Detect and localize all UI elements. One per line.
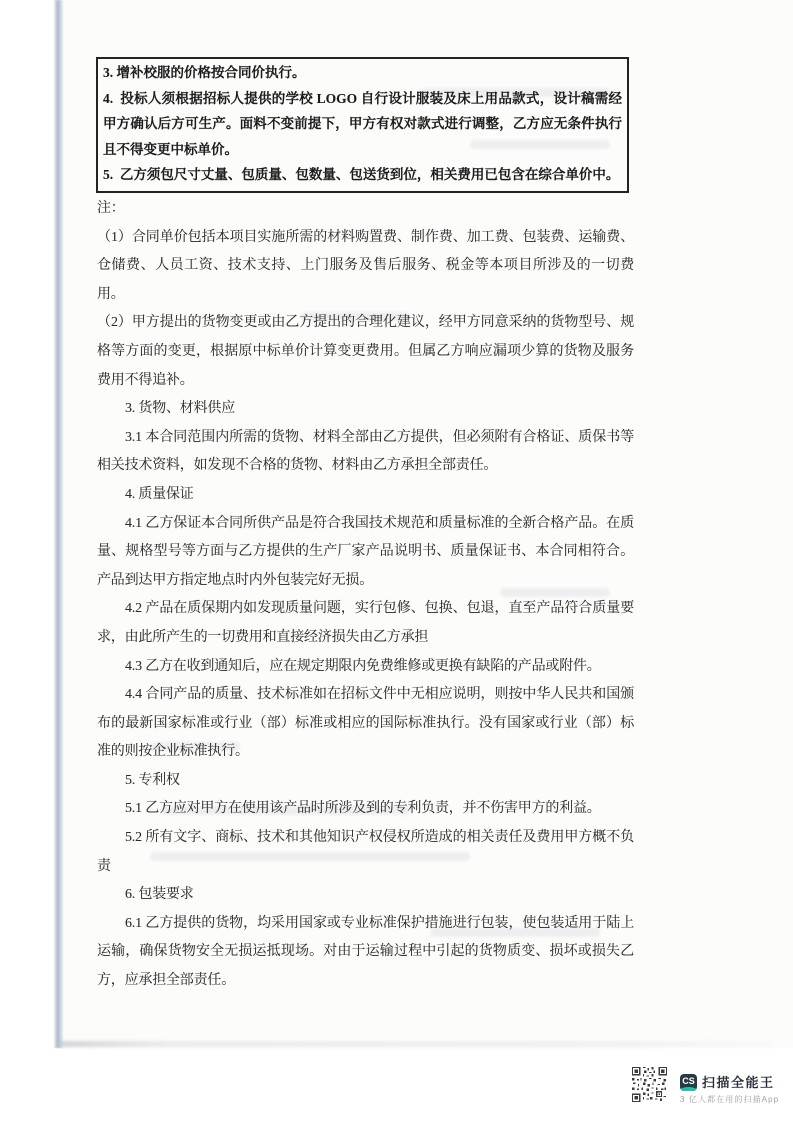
section-heading-packaging-requirements: 6. 包装要求 (125, 887, 194, 903)
clause-3-1: 3.1 本合同范围内所需的货物、材料全部由乙方提供，但必须附有合格证、质保书等相关技术资料，如发现不合格的货物、材料由乙方承担全部责任。 (97, 429, 634, 474)
scan-bottom-edge-shadow (60, 1041, 774, 1047)
camscanner-watermark (632, 1064, 787, 1112)
clause-4-2: 4.2 产品在质保期内如发现质量问题，实行包修、包换、包退，直至产品符合质量要求，由此所产生的一切费用和直接经济损失由乙方承担 (97, 601, 634, 645)
boxed-clause-4: 4. 投标人须根据招标人提供的学校 LOGO 自行设计服装及床上用品款式，设计稿需经甲方确认后方可生产。面料不变前提下，甲方有权对款式进行调整，乙方应无条件执行且不得变更中标单价。 (103, 90, 622, 157)
section-heading-patent-rights: 5. 专利权 (125, 772, 180, 788)
notes-label: 注： (97, 201, 125, 216)
special-clauses-box (96, 57, 629, 193)
boxed-clause-3: 3. 增补校服的价格按合同价执行。 (103, 65, 306, 80)
clause-4-4: 4.4 合同产品的质量、技术标准如在招标文件中无相应说明，则按中华人民共和国颁布的最新国家标准或行业（部）标准或相应的国际标准执行。没有国家或行业（部）标准的则按企业标准执行。 (97, 687, 634, 760)
boxed-clause-5: 5. 乙方须包尺寸丈量、包质量、包数量、包送货到位，相关费用已包含在综合单价中。 (103, 167, 620, 183)
camscanner-tagline: 3 亿人都在用的扫描App (680, 1095, 780, 1104)
clause-4-3: 4.3 乙方在收到通知后，应在规定期限内免费维修或更换有缺陷的产品或附件。 (125, 658, 601, 674)
camscanner-badge-text: CS (682, 1076, 695, 1086)
section-heading-goods-supply: 3. 货物、材料供应 (125, 401, 235, 417)
camscanner-app-name: 扫描全能王 (702, 1075, 775, 1090)
qr-code-icon (632, 1067, 667, 1102)
camscanner-logo-icon (680, 1074, 697, 1091)
note-item-2: （2）甲方提出的货物变更或由乙方提出的合理化建议，经甲方同意采纳的货物型号、规格等方面的变更，根据原中标单价计算变更费用。但属乙方响应漏项少算的货物及服务费用不得追补。 (97, 315, 634, 388)
clause-5-2: 5.2 所有文字、商标、技术和其他知识产权侵权所造成的相关责任及费用甲方概不负责 (97, 830, 634, 874)
clause-6-1: 6.1 乙方提供的货物，均采用国家或专业标准保护措施进行包装，使包装适用于陆上运输，确保货物安全无损运抵现场。对由于运输过程中引起的货物质变、损坏或损失乙方，应承担全部责任。 (97, 915, 634, 989)
contract-body (97, 195, 634, 996)
clause-4-1: 4.1 乙方保证本合同所供产品是符合我国技术规范和质量标准的全新合格产品。在质量、规格型号等方面与乙方提供的生产厂家产品说明书、质量保证书、本合同相符合。产品到达甲方指定地点时内外包装完好无损。 (97, 515, 634, 588)
section-heading-quality-guarantee: 4. 质量保证 (125, 486, 194, 502)
clause-5-1: 5.1 乙方应对甲方在使用该产品时所涉及到的专利负责，并不伤害甲方的利益。 (125, 801, 601, 817)
scan-left-edge-shadow (54, 0, 63, 1048)
note-item-1: （1）合同单价包括本项目实施所需的材料购置费、制作费、加工费、包装费、运输费、仓储费、人员工资、技术支持、上门服务及售后服务、税金等本项目所涉及的一切费用。 (97, 229, 634, 302)
